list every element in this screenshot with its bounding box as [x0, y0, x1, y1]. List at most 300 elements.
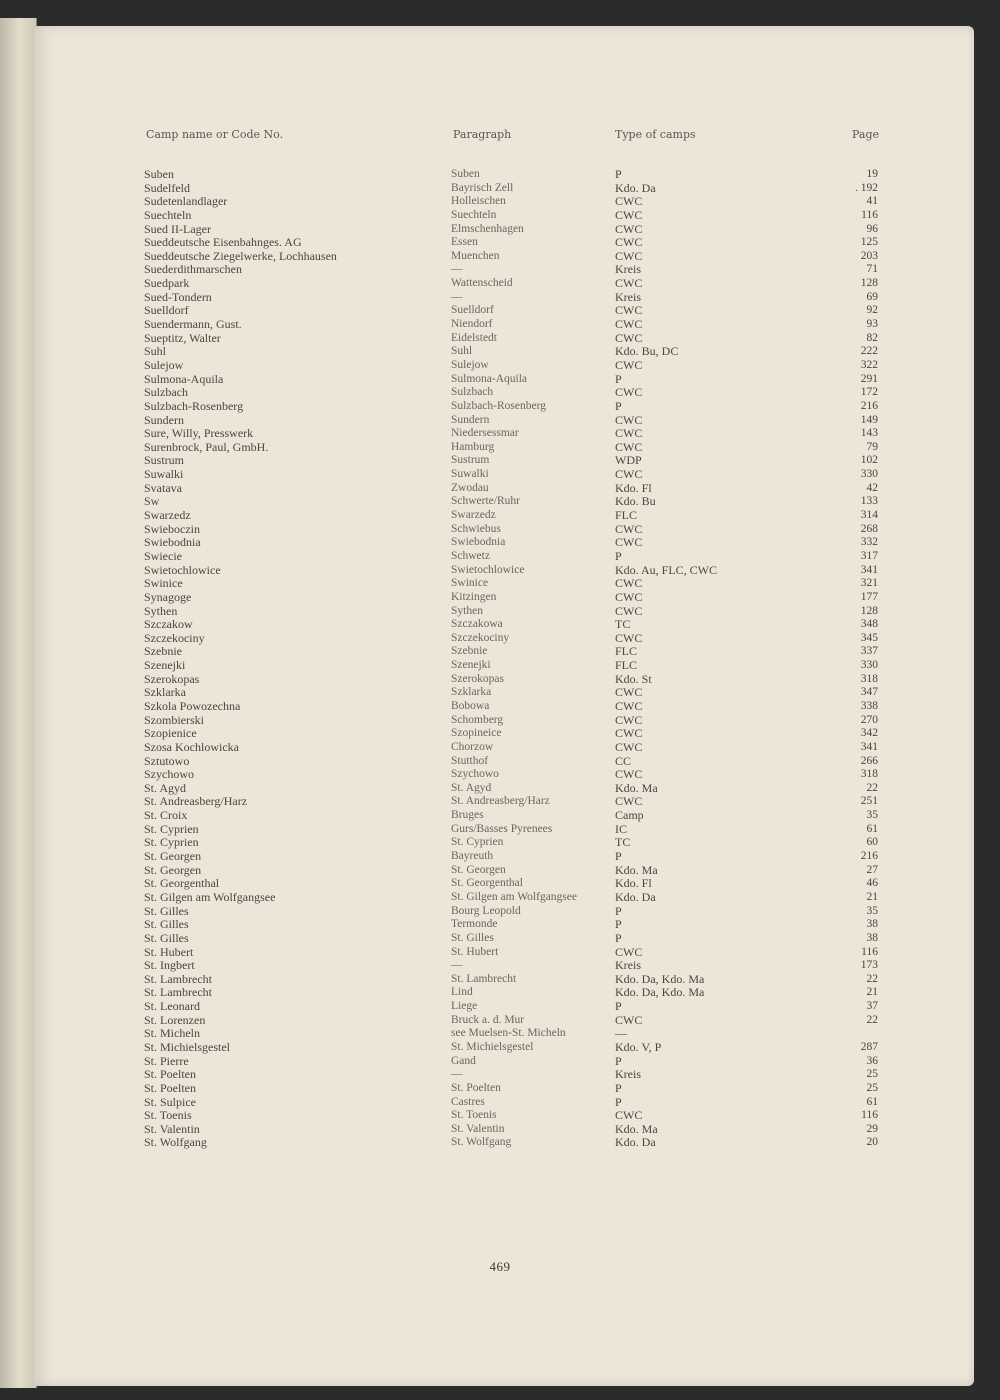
page-ref-cell: 42 [866, 481, 878, 494]
camp-name-cell: Sueddeutsche Ziegelwerke, Lochhausen [144, 248, 337, 263]
camp-name-cell: St. Hubert [144, 944, 194, 959]
page-ref-cell: 347 [860, 686, 878, 699]
page-ref-cell: 69 [866, 290, 878, 303]
camp-type-cell: Kreis [615, 1067, 641, 1082]
paragraph-cell: Schwerte/Ruhr [451, 495, 520, 508]
page-ref-cell: 116 [861, 1109, 878, 1122]
paragraph-cell: — [451, 959, 463, 972]
camp-name-cell: Suedpark [144, 276, 190, 291]
page-ref-cell: 35 [866, 809, 878, 822]
index-table [0, 168, 1000, 1150]
camp-type-cell: — [615, 1026, 627, 1041]
table-row [0, 263, 1000, 277]
paragraph-cell: St. Georgen [451, 863, 506, 876]
paragraph-cell: St. Poelten [451, 1081, 501, 1094]
camp-name-cell: St. Pierre [144, 1053, 189, 1068]
table-row [0, 400, 1000, 414]
paragraph-cell: Schomberg [451, 713, 504, 726]
camp-name-cell: Sundern [144, 412, 184, 427]
camp-name-cell: St. Ingbert [144, 958, 195, 973]
camp-type-cell: CWC [615, 317, 643, 332]
column-header-page: Page [852, 128, 880, 141]
table-row [0, 1096, 1000, 1110]
camp-type-cell: CWC [615, 521, 643, 536]
table-row [0, 877, 1000, 891]
page-ref-cell: 21 [866, 986, 878, 999]
paragraph-cell: Sulmona-Aquila [451, 372, 528, 385]
camp-name-cell: Suederdithmarschen [144, 262, 242, 277]
table-row [0, 209, 1000, 223]
camp-name-cell: Sulmona-Aquila [144, 371, 224, 386]
table-row [0, 1041, 1000, 1055]
table-row [0, 1109, 1000, 1123]
table-row [0, 236, 1000, 250]
page-ref-cell: 128 [860, 604, 878, 617]
camp-type-cell: CWC [615, 794, 643, 809]
camp-type-cell: CWC [615, 330, 643, 345]
paragraph-cell: Castres [451, 1095, 485, 1108]
camp-type-cell: CWC [615, 685, 643, 700]
camp-name-cell: St. Micheln [144, 1026, 200, 1041]
table-row [0, 850, 1000, 864]
camp-type-cell: CWC [615, 944, 643, 959]
table-row [0, 550, 1000, 564]
camp-name-cell: Suhl [144, 344, 167, 359]
camp-type-cell: CWC [615, 248, 643, 263]
camp-name-cell: St. Cyprien [144, 835, 199, 850]
page-ref-cell: 330 [860, 659, 878, 672]
table-row [0, 946, 1000, 960]
camp-type-cell: Kdo. Ma [615, 780, 658, 795]
page-ref-cell: 60 [866, 836, 878, 849]
camp-name-cell: Sulzbach-Rosenberg [144, 398, 244, 413]
paragraph-cell: Sulejow [451, 358, 489, 371]
table-row [0, 605, 1000, 619]
camp-type-cell: P [615, 167, 622, 181]
camp-type-cell: FLC [615, 658, 638, 673]
camp-type-cell: Kdo. Da [615, 889, 656, 904]
paragraph-cell: St. Valentin [451, 1122, 505, 1135]
table-row [0, 1014, 1000, 1028]
table-row [0, 414, 1000, 428]
table-row [0, 168, 1000, 182]
paragraph-cell: Suben [451, 168, 480, 180]
camp-type-cell: P [615, 999, 622, 1014]
table-row [0, 1082, 1000, 1096]
table-row [0, 795, 1000, 809]
table-row [0, 454, 1000, 468]
camp-type-cell: CWC [615, 303, 643, 318]
table-row [0, 1000, 1000, 1014]
page-ref-cell: 203 [860, 249, 878, 262]
page-ref-cell: 173 [860, 959, 878, 972]
page-ref-cell: 128 [860, 277, 878, 290]
camp-name-cell: St. Toenis [144, 1108, 192, 1123]
table-row [0, 741, 1000, 755]
camp-name-cell: Swiecie [144, 548, 182, 563]
page-ref-cell: 93 [866, 318, 878, 331]
camp-name-cell: Swieboczin [144, 521, 200, 536]
camp-type-cell: Kdo. Da, Kdo. Ma [615, 985, 705, 1000]
page-ref-cell: 337 [860, 645, 878, 658]
paragraph-cell: — [451, 263, 463, 276]
table-row [0, 509, 1000, 523]
camp-type-cell: CWC [615, 426, 643, 441]
paragraph-cell: Niedersessmar [451, 427, 519, 440]
table-row [0, 1123, 1000, 1137]
paragraph-cell: Bourg Leopold [451, 904, 521, 917]
camp-name-cell: Sulzbach [144, 385, 188, 400]
paragraph-cell: Lind [451, 986, 473, 999]
paragraph-cell: Bruck a. d. Mur [451, 1013, 525, 1026]
table-row [0, 1027, 1000, 1041]
page-ref-cell: 177 [860, 590, 878, 603]
page-ref-cell: 216 [860, 850, 878, 863]
page-ref-cell: 71 [866, 263, 878, 276]
table-row [0, 359, 1000, 373]
page-ref-cell: 133 [860, 495, 878, 508]
page-ref-cell: 322 [860, 358, 878, 371]
paragraph-cell: St. Gilgen am Wolfgangsee [451, 890, 577, 903]
page-ref-cell: 25 [866, 1081, 878, 1094]
paragraph-cell: St. Gilles [451, 931, 494, 944]
table-row [0, 386, 1000, 400]
table-row [0, 714, 1000, 728]
camp-name-cell: Swietochlowice [144, 562, 221, 577]
table-row [0, 782, 1000, 796]
page-ref-cell: 20 [866, 1136, 878, 1149]
camp-name-cell: St. Cyprien [144, 821, 199, 836]
page-ref-cell: 82 [866, 331, 878, 344]
camp-name-cell: Szerokopas [144, 671, 200, 686]
camp-type-cell: P [615, 1053, 622, 1068]
camp-type-cell: Kdo. Da [615, 180, 656, 195]
table-row [0, 577, 1000, 591]
camp-type-cell: CWC [615, 221, 643, 236]
page-ref-cell: 37 [866, 1000, 878, 1013]
camp-name-cell: Swarzedz [144, 508, 191, 523]
camp-name-cell: St. Gilles [144, 930, 189, 945]
paragraph-cell: St. Toenis [451, 1109, 497, 1122]
camp-type-cell: TC [615, 835, 631, 850]
table-row [0, 1136, 1000, 1150]
page-number: 469 [489, 1259, 511, 1274]
camp-type-cell: P [615, 917, 622, 932]
paragraph-cell: see Muelsen-St. Micheln [451, 1027, 566, 1040]
camp-type-cell: CWC [615, 630, 643, 645]
page-ref-cell: 102 [860, 454, 878, 467]
table-row [0, 659, 1000, 673]
table-row [0, 277, 1000, 291]
paragraph-cell: Gurs/Basses Pyrenees [451, 822, 553, 835]
page-ref-cell: 266 [860, 754, 878, 767]
paragraph-cell: — [451, 290, 463, 303]
page-ref-cell: 36 [866, 1054, 878, 1067]
paragraph-cell: — [451, 1068, 463, 1081]
camp-type-cell: CC [615, 753, 632, 768]
page-ref-cell: 172 [860, 386, 878, 399]
camp-name-cell: Sw [144, 494, 160, 509]
camp-name-cell: Suechteln [144, 207, 192, 222]
paragraph-cell: Elmschenhagen [451, 222, 524, 235]
paragraph-cell: Essen [451, 236, 478, 249]
table-row [0, 973, 1000, 987]
paragraph-cell: Hamburg [451, 440, 495, 453]
camp-type-cell: Kreis [615, 958, 641, 973]
camp-name-cell: St. Lambrecht [144, 985, 212, 1000]
paragraph-cell: Suwalki [451, 468, 489, 481]
table-row [0, 345, 1000, 359]
camp-name-cell: St. Lorenzen [144, 1012, 206, 1027]
camp-type-cell: FLC [615, 508, 638, 523]
page-ref-cell: 318 [860, 768, 878, 781]
paragraph-cell: St. Georgenthal [451, 877, 523, 890]
page-ref-cell: 21 [866, 890, 878, 903]
table-row [0, 918, 1000, 932]
camp-name-cell: Sustrum [144, 453, 185, 468]
page-ref-cell: 22 [866, 972, 878, 985]
camp-name-cell: St. Poelten [144, 1080, 197, 1095]
page-ref-cell: 125 [860, 236, 878, 249]
camp-name-cell: Szosa Kochlowicka [144, 739, 239, 754]
table-row [0, 905, 1000, 919]
camp-type-cell: IC [615, 821, 627, 836]
page-ref-cell: 270 [860, 713, 878, 726]
paragraph-cell: Eidelstedt [451, 331, 497, 344]
camp-type-cell: P [615, 903, 622, 918]
page-ref-cell: 61 [866, 1095, 878, 1108]
page-ref-cell: 222 [860, 345, 878, 358]
paragraph-cell: Gand [451, 1054, 476, 1067]
page-ref-cell: 41 [866, 195, 878, 208]
page-ref-cell: 116 [861, 945, 878, 958]
camp-name-cell: Suwalki [144, 467, 184, 482]
camp-name-cell: St. Andreasberg/Harz [144, 794, 248, 809]
paragraph-cell: Zwodau [451, 481, 489, 494]
page-ref-cell: 291 [860, 372, 878, 385]
page-ref-cell: 79 [866, 440, 878, 453]
camp-type-cell: P [615, 849, 622, 864]
camp-name-cell: Szombierski [144, 712, 204, 727]
page-ref-cell: 22 [866, 1013, 878, 1026]
column-header-paragraph: Paragraph [453, 128, 512, 141]
table-row [0, 645, 1000, 659]
paragraph-cell: Swarzedz [451, 509, 496, 522]
paragraph-cell: Szychowo [451, 768, 499, 781]
page-ref-cell: 116 [861, 208, 878, 221]
page-ref-cell: 92 [866, 304, 878, 317]
table-row [0, 1055, 1000, 1069]
paragraph-cell: St. Hubert [451, 945, 499, 958]
camp-type-cell: Kdo. Fl [615, 480, 652, 495]
camp-type-cell: CWC [615, 194, 643, 209]
camp-name-cell: Sueptitz, Walter [144, 330, 221, 345]
paragraph-cell: Termonde [451, 918, 498, 931]
table-row [0, 182, 1000, 196]
paragraph-cell: Szklarka [451, 686, 492, 699]
paragraph-cell: Liege [451, 1000, 478, 1013]
camp-name-cell: St. Gilles [144, 917, 189, 932]
table-row [0, 250, 1000, 264]
table-row [0, 318, 1000, 332]
camp-type-cell: Kdo. Bu [615, 494, 656, 509]
column-header-type: Type of camps [615, 128, 696, 141]
camp-type-cell: CWC [615, 207, 643, 222]
table-row [0, 373, 1000, 387]
camp-type-cell: CWC [615, 576, 643, 591]
page-ref-cell: 287 [860, 1041, 878, 1053]
camp-type-cell: Kreis [615, 289, 641, 304]
paragraph-cell: Sustrum [451, 454, 490, 467]
page-ref-cell: . 192 [855, 181, 878, 194]
paragraph-cell: Schwetz [451, 549, 490, 562]
paragraph-cell: Wattenscheid [451, 277, 513, 290]
camp-type-cell: WDP [615, 453, 642, 468]
camp-type-cell: CWC [615, 439, 643, 454]
camp-name-cell: Szczakow [144, 617, 193, 632]
paragraph-cell: Swiebodnia [451, 536, 506, 549]
camp-type-cell: CWC [615, 1108, 643, 1123]
page-ref-cell: 61 [866, 822, 878, 835]
table-row [0, 632, 1000, 646]
page-ref-cell: 332 [860, 536, 878, 549]
page-ref-cell: 22 [866, 781, 878, 794]
camp-name-cell: Swiebodnia [144, 535, 201, 550]
page-ref-cell: 341 [860, 563, 878, 576]
camp-type-cell: CWC [615, 767, 643, 782]
table-row [0, 427, 1000, 441]
table-row [0, 332, 1000, 346]
camp-name-cell: Szklarka [144, 685, 186, 700]
camp-type-cell: CWC [615, 603, 643, 618]
camp-name-cell: Sure, Willy, Presswerk [144, 426, 254, 441]
camp-type-cell: P [615, 1094, 622, 1109]
page-ref-cell: 345 [860, 631, 878, 644]
paragraph-cell: St. Cyprien [451, 836, 504, 849]
paragraph-cell: Niendorf [451, 318, 493, 331]
page-ref-cell: 317 [860, 549, 878, 562]
camp-name-cell: Svatava [144, 480, 182, 495]
paragraph-cell: St. Wolfgang [451, 1136, 512, 1149]
table-row [0, 986, 1000, 1000]
camp-name-cell: St. Gilles [144, 903, 189, 918]
page-ref-cell: 251 [860, 795, 878, 808]
camp-name-cell: Suben [144, 167, 174, 181]
camp-name-cell: Szenejki [144, 658, 186, 673]
paragraph-cell: Szczekociny [451, 631, 510, 644]
page-ref-cell: 149 [860, 413, 878, 426]
paragraph-cell: Sulzbach-Rosenberg [451, 399, 546, 412]
table-row [0, 727, 1000, 741]
paragraph-cell: Kitzingen [451, 590, 497, 603]
camp-name-cell: St. Gilgen am Wolfgangsee [144, 889, 276, 904]
paragraph-cell: St. Agyd [451, 781, 492, 794]
camp-name-cell: Sythen [144, 603, 178, 618]
camp-type-cell: CWC [615, 712, 643, 727]
camp-type-cell: CWC [615, 535, 643, 550]
table-row [0, 755, 1000, 769]
camp-type-cell: CWC [615, 412, 643, 427]
camp-name-cell: St. Sulpice [144, 1094, 197, 1109]
camp-type-cell: CWC [615, 1012, 643, 1027]
table-row [0, 932, 1000, 946]
camp-name-cell: St. Georgen [144, 862, 202, 877]
table-row [0, 959, 1000, 973]
table-row [0, 700, 1000, 714]
table-row [0, 686, 1000, 700]
camp-name-cell: Sued II-Lager [144, 221, 211, 236]
camp-type-cell: Kdo. V, P [615, 1040, 662, 1054]
camp-type-cell: Kdo. St [615, 671, 652, 686]
camp-type-cell: Kdo. Ma [615, 862, 658, 877]
paragraph-cell: Holleischen [451, 195, 506, 208]
camp-type-cell: FLC [615, 644, 638, 659]
table-row [0, 468, 1000, 482]
camp-name-cell: Szebnie [144, 644, 182, 659]
paragraph-cell: St. Lambrecht [451, 972, 517, 985]
page-ref-cell: 29 [866, 1122, 878, 1135]
camp-name-cell: St. Michielsgestel [144, 1040, 230, 1054]
paragraph-cell: Szerokopas [451, 672, 505, 685]
paragraph-cell: Sulzbach [451, 386, 494, 399]
camp-name-cell: Sudelfeld [144, 180, 190, 195]
page-ref-cell: 348 [860, 618, 878, 631]
paragraph-cell: Bayrisch Zell [451, 181, 514, 194]
table-row [0, 223, 1000, 237]
camp-type-cell: CWC [615, 385, 643, 400]
camp-name-cell: St. Poelten [144, 1067, 197, 1082]
table-row [0, 891, 1000, 905]
camp-type-cell: CWC [615, 698, 643, 713]
camp-name-cell: Swinice [144, 576, 183, 591]
camp-name-cell: St. Agyd [144, 780, 187, 795]
camp-type-cell: P [615, 930, 622, 945]
camp-type-cell: CWC [615, 726, 643, 741]
page-ref-cell: 35 [866, 904, 878, 917]
camp-name-cell: Sued-Tondern [144, 289, 212, 304]
paragraph-cell: Bobowa [451, 699, 490, 712]
camp-type-cell: Kdo. Fl [615, 876, 652, 891]
table-row [0, 523, 1000, 537]
table-row [0, 441, 1000, 455]
table-row [0, 564, 1000, 578]
paragraph-cell: Stutthof [451, 754, 489, 767]
table-row [0, 591, 1000, 605]
table-row [0, 823, 1000, 837]
table-row [0, 482, 1000, 496]
camp-type-cell: Kdo. Ma [615, 1121, 658, 1136]
camp-name-cell: Szkola Powozechna [144, 698, 241, 713]
table-row [0, 618, 1000, 632]
camp-name-cell: Suelldorf [144, 303, 189, 318]
paragraph-cell: Bayreuth [451, 850, 494, 863]
camp-name-cell: Szopienice [144, 726, 197, 741]
camp-name-cell: Sueddeutsche Eisenbahnges. AG [144, 235, 302, 250]
camp-name-cell: Szczekociny [144, 630, 205, 645]
page-ref-cell: 96 [866, 222, 878, 235]
camp-type-cell: CWC [615, 739, 643, 754]
page-ref-cell: 27 [866, 863, 878, 876]
table-row [0, 195, 1000, 209]
camp-type-cell: P [615, 1080, 622, 1095]
page-ref-cell: 338 [860, 699, 878, 712]
page-ref-cell: 314 [860, 509, 878, 522]
table-row [0, 768, 1000, 782]
camp-type-cell: P [615, 548, 622, 563]
camp-type-cell: Kdo. Au, FLC, CWC [615, 562, 718, 577]
table-row [0, 836, 1000, 850]
camp-type-cell: CWC [615, 235, 643, 250]
